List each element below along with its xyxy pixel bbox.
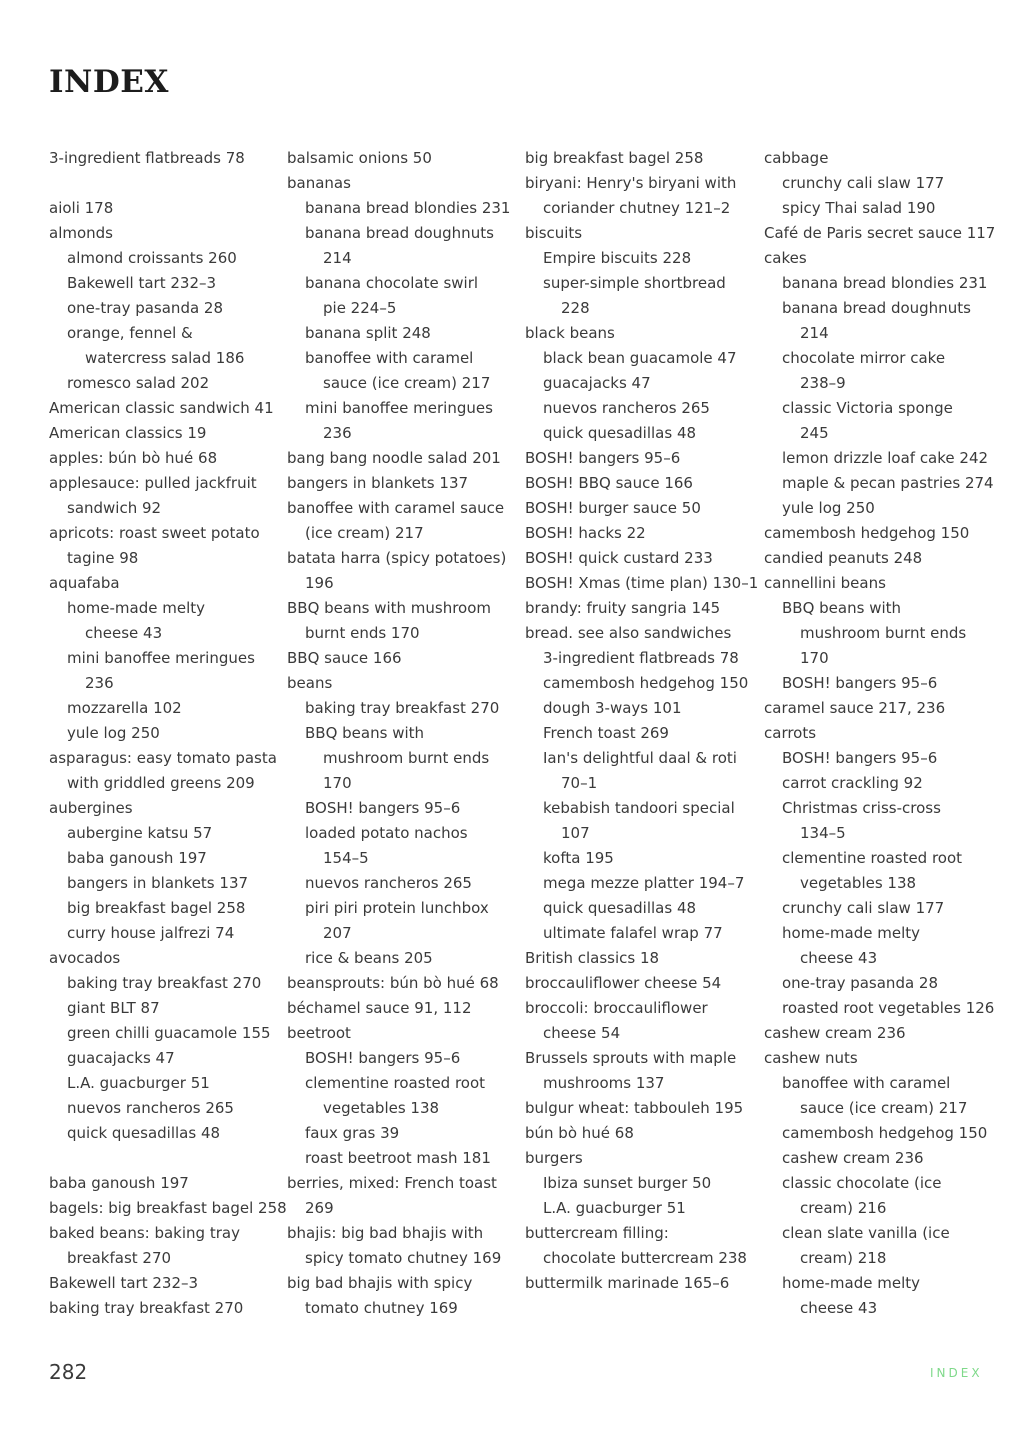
index-subentry: ultimate falafel wrap 77 <box>543 924 723 942</box>
index-subentry: crunchy cali slaw 177 <box>782 174 945 192</box>
index-entry: bananas <box>287 174 351 192</box>
index-entry: aioli 178 <box>49 199 114 217</box>
index-entry: cabbage <box>764 149 829 167</box>
index-subentry: camembosh hedgehog 150 <box>543 674 749 692</box>
index-entry: beetroot <box>287 1024 351 1042</box>
index-subentry: maple & pecan pastries 274 <box>782 474 994 492</box>
index-subentry: BOSH! bangers 95–6 <box>782 674 938 692</box>
index-subentry: chocolate buttercream 238 <box>543 1249 747 1267</box>
index-subentry: French toast 269 <box>543 724 669 742</box>
index-entry: biscuits <box>525 224 583 242</box>
index-entry: banoffee with caramel sauce <box>287 499 505 517</box>
index-subentry: quick quesadillas 48 <box>543 899 697 917</box>
index-entry: burgers <box>525 1149 583 1167</box>
index-subentry: 214 <box>800 324 829 342</box>
index-subentry: spicy Thai salad 190 <box>782 199 936 217</box>
index-subentry: piri piri protein lunchbox <box>305 899 489 917</box>
index-subentry: L.A. guacburger 51 <box>67 1074 210 1092</box>
index-subentry: clementine roasted root <box>782 849 963 867</box>
index-subentry: vegetables 138 <box>800 874 917 892</box>
index-entry: cashew nuts <box>764 1049 858 1067</box>
index-entry: Café de Paris secret sauce 117 <box>764 224 996 242</box>
index-subentry: nuevos rancheros 265 <box>67 1099 234 1117</box>
index-subentry: loaded potato nachos <box>305 824 468 842</box>
index-subentry: 214 <box>323 249 352 267</box>
index-subentry: curry house jalfrezi 74 <box>67 924 235 942</box>
index-spacer <box>49 171 285 196</box>
index-subentry: kofta 195 <box>543 849 614 867</box>
index-subentry: bangers in blankets 137 <box>67 874 249 892</box>
index-subentry: mini banoffee meringues <box>305 399 493 417</box>
index-subentry: nuevos rancheros 265 <box>543 399 710 417</box>
index-column-3 <box>525 146 761 1296</box>
index-subentry: mushrooms 137 <box>543 1074 665 1092</box>
index-subentry: 196 <box>305 574 334 592</box>
index-subentry: black bean guacamole 47 <box>543 349 737 367</box>
index-subentry: home-made melty <box>782 1274 921 1292</box>
index-subentry: lemon drizzle loaf cake 242 <box>782 449 989 467</box>
index-subentry: super-simple shortbread <box>543 274 726 292</box>
index-entry: beansprouts: bún bò hué 68 <box>287 974 499 992</box>
index-subentry: 245 <box>800 424 829 442</box>
index-subentry: sandwich 92 <box>67 499 162 517</box>
index-subentry: vegetables 138 <box>323 1099 440 1117</box>
index-subentry: Christmas criss-cross <box>782 799 941 817</box>
index-subentry: home-made melty <box>782 924 921 942</box>
index-subentry: classic Victoria sponge <box>782 399 953 417</box>
index-subentry: BOSH! bangers 95–6 <box>305 1049 461 1067</box>
index-subentry: quick quesadillas 48 <box>67 1124 221 1142</box>
index-entry: BOSH! quick custard 233 <box>525 549 713 567</box>
index-entry: cakes <box>764 249 807 267</box>
index-subentry: banana bread doughnuts <box>782 299 971 317</box>
index-subentry: with griddled greens 209 <box>67 774 255 792</box>
index-subentry: classic chocolate (ice <box>782 1174 942 1192</box>
page-number: 282 <box>49 1360 88 1384</box>
index-subentry: yule log 250 <box>67 724 160 742</box>
index-entry: buttermilk marinade 165–6 <box>525 1274 730 1292</box>
index-subentry: (ice cream) 217 <box>305 524 424 542</box>
index-subentry: burnt ends 170 <box>305 624 420 642</box>
index-subentry: 134–5 <box>800 824 846 842</box>
index-subentry: BOSH! bangers 95–6 <box>782 749 938 767</box>
index-entry: bhajis: big bad bhajis with <box>287 1224 484 1242</box>
index-spacer <box>49 1146 285 1171</box>
index-entry: Bakewell tart 232–3 <box>49 1274 199 1292</box>
index-subentry: 70–1 <box>561 774 598 792</box>
index-entry: brandy: fruity sangria 145 <box>525 599 721 617</box>
index-entry: black beans <box>525 324 615 342</box>
index-column-4 <box>764 146 1000 1321</box>
index-entry: American classics 19 <box>49 424 207 442</box>
index-entry: almonds <box>49 224 113 242</box>
footer-section-label: INDEX <box>930 1366 983 1380</box>
index-entry: camembosh hedgehog 150 <box>764 524 970 542</box>
index-entry: American classic sandwich 41 <box>49 399 274 417</box>
index-subentry: 228 <box>561 299 590 317</box>
index-subentry: spicy tomato chutney 169 <box>305 1249 502 1267</box>
index-subentry: 107 <box>561 824 590 842</box>
index-entry: cannellini beans <box>764 574 886 592</box>
index-subentry: baba ganoush 197 <box>67 849 207 867</box>
index-subentry: tomato chutney 169 <box>305 1299 458 1317</box>
index-subentry: banana split 248 <box>305 324 431 342</box>
index-subentry: cheese 43 <box>800 949 878 967</box>
index-subentry: mozzarella 102 <box>67 699 182 717</box>
index-subentry: banoffee with caramel <box>305 349 474 367</box>
index-subentry: baking tray breakfast 270 <box>67 974 262 992</box>
index-subentry: roasted root vegetables 126 <box>782 999 995 1017</box>
page-title: INDEX <box>49 64 169 100</box>
index-subentry: mega mezze platter 194–7 <box>543 874 745 892</box>
index-entry: British classics 18 <box>525 949 660 967</box>
index-subentry: 207 <box>323 924 352 942</box>
index-subentry: giant BLT 87 <box>67 999 160 1017</box>
index-entry: biryani: Henry's biryani with <box>525 174 737 192</box>
index-subentry: 236 <box>85 674 114 692</box>
index-entry: BOSH! BBQ sauce 166 <box>525 474 693 492</box>
index-entry: apples: bún bò hué 68 <box>49 449 218 467</box>
index-subentry: mini banoffee meringues <box>67 649 255 667</box>
index-entry: apricots: roast sweet potato <box>49 524 260 542</box>
index-entry: caramel sauce 217, 236 <box>764 699 946 717</box>
index-entry: bread. see also sandwiches <box>525 624 732 642</box>
index-entry: BOSH! Xmas (time plan) 130–1 <box>525 574 759 592</box>
index-subentry: Empire biscuits 228 <box>543 249 692 267</box>
index-entry: asparagus: easy tomato pasta <box>49 749 277 767</box>
index-subentry: one-tray pasanda 28 <box>67 299 224 317</box>
index-subentry: banana bread blondies 231 <box>782 274 988 292</box>
index-entry: big bad bhajis with spicy <box>287 1274 473 1292</box>
index-entry: baked beans: baking tray <box>49 1224 240 1242</box>
index-entry: bagels: big breakfast bagel 258 <box>49 1199 287 1217</box>
index-subentry: mushroom burnt ends <box>323 749 490 767</box>
index-subentry: clean slate vanilla (ice <box>782 1224 950 1242</box>
index-entry: Brussels sprouts with maple <box>525 1049 737 1067</box>
index-subentry: kebabish tandoori special <box>543 799 735 817</box>
index-subentry: 154–5 <box>323 849 369 867</box>
index-entry: BBQ sauce 166 <box>287 649 402 667</box>
index-subentry: sauce (ice cream) 217 <box>323 374 491 392</box>
index-subentry: home-made melty <box>67 599 206 617</box>
index-subentry: pie 224–5 <box>323 299 397 317</box>
index-subentry: cream) 216 <box>800 1199 887 1217</box>
index-subentry: Ibiza sunset burger 50 <box>543 1174 712 1192</box>
index-subentry: crunchy cali slaw 177 <box>782 899 945 917</box>
index-subentry: rice & beans 205 <box>305 949 433 967</box>
index-subentry: guacajacks 47 <box>543 374 651 392</box>
index-entry: beans <box>287 674 333 692</box>
index-subentry: roast beetroot mash 181 <box>305 1149 491 1167</box>
index-subentry: cream) 218 <box>800 1249 887 1267</box>
index-subentry: camembosh hedgehog 150 <box>782 1124 988 1142</box>
index-subentry: banana chocolate swirl <box>305 274 479 292</box>
index-subentry: cheese 43 <box>85 624 163 642</box>
index-entry: buttercream filling: <box>525 1224 669 1242</box>
index-entry: cashew cream 236 <box>764 1024 906 1042</box>
index-entry: avocados <box>49 949 121 967</box>
index-entry: aquafaba <box>49 574 120 592</box>
index-entry: BBQ beans with mushroom <box>287 599 492 617</box>
index-entry: baba ganoush 197 <box>49 1174 189 1192</box>
index-subentry: coriander chutney 121–2 <box>543 199 731 217</box>
index-entry: berries, mixed: French toast <box>287 1174 497 1192</box>
index-subentry: carrot crackling 92 <box>782 774 923 792</box>
index-subentry: BOSH! bangers 95–6 <box>305 799 461 817</box>
index-entry: carrots <box>764 724 817 742</box>
index-subentry: big breakfast bagel 258 <box>67 899 246 917</box>
index-subentry: banana bread blondies 231 <box>305 199 511 217</box>
index-subentry: banoffee with caramel <box>782 1074 951 1092</box>
index-subentry: mushroom burnt ends <box>800 624 967 642</box>
index-subentry: L.A. guacburger 51 <box>543 1199 686 1217</box>
index-entry: candied peanuts 248 <box>764 549 923 567</box>
index-subentry: banana bread doughnuts <box>305 224 494 242</box>
index-entry: bangers in blankets 137 <box>287 474 469 492</box>
index-subentry: 3-ingredient flatbreads 78 <box>543 649 739 667</box>
index-subentry: 236 <box>323 424 352 442</box>
index-subentry: yule log 250 <box>782 499 875 517</box>
index-column-1 <box>49 146 285 1321</box>
index-subentry: green chilli guacamole 155 <box>67 1024 271 1042</box>
index-subentry: one-tray pasanda 28 <box>782 974 939 992</box>
index-subentry: cashew cream 236 <box>782 1149 924 1167</box>
index-subentry: 170 <box>800 649 829 667</box>
index-entry: bang bang noodle salad 201 <box>287 449 501 467</box>
index-entry: BOSH! bangers 95–6 <box>525 449 681 467</box>
index-entry: batata harra (spicy potatoes) <box>287 549 507 567</box>
index-subentry: sauce (ice cream) 217 <box>800 1099 968 1117</box>
index-subentry: clementine roasted root <box>305 1074 486 1092</box>
index-subentry: chocolate mirror cake <box>782 349 946 367</box>
index-subentry: Bakewell tart 232–3 <box>67 274 217 292</box>
index-column-2 <box>287 146 523 1321</box>
index-entry: balsamic onions 50 <box>287 149 432 167</box>
index-subentry: BBQ beans with <box>305 724 425 742</box>
index-subentry: faux gras 39 <box>305 1124 400 1142</box>
index-entry: broccauliflower cheese 54 <box>525 974 722 992</box>
index-entry: aubergines <box>49 799 133 817</box>
index-entry: béchamel sauce 91, 112 <box>287 999 472 1017</box>
index-entry: BOSH! hacks 22 <box>525 524 646 542</box>
index-subentry: breakfast 270 <box>67 1249 172 1267</box>
index-subentry: nuevos rancheros 265 <box>305 874 472 892</box>
index-subentry: aubergine katsu 57 <box>67 824 213 842</box>
index-entry: bún bò hué 68 <box>525 1124 634 1142</box>
index-subentry: BBQ beans with <box>782 599 902 617</box>
index-entry: baking tray breakfast 270 <box>49 1299 244 1317</box>
index-subentry: Ian's delightful daal & roti <box>543 749 737 767</box>
index-entry: BOSH! burger sauce 50 <box>525 499 701 517</box>
index-subentry: tagine 98 <box>67 549 139 567</box>
index-subentry: cheese 43 <box>800 1299 878 1317</box>
index-subentry: quick quesadillas 48 <box>543 424 697 442</box>
index-entry: broccoli: broccauliflower <box>525 999 708 1017</box>
index-entry: big breakfast bagel 258 <box>525 149 704 167</box>
index-subentry: guacajacks 47 <box>67 1049 175 1067</box>
index-entry: applesauce: pulled jackfruit <box>49 474 257 492</box>
index-subentry: dough 3-ways 101 <box>543 699 682 717</box>
index-subentry: 238–9 <box>800 374 846 392</box>
index-subentry: watercress salad 186 <box>85 349 245 367</box>
index-subentry: almond croissants 260 <box>67 249 237 267</box>
index-subentry: baking tray breakfast 270 <box>305 699 500 717</box>
index-subentry: 269 <box>305 1199 334 1217</box>
index-subentry: 170 <box>323 774 352 792</box>
index-subentry: orange, fennel & <box>67 324 193 342</box>
index-subentry: cheese 54 <box>543 1024 621 1042</box>
index-entry: 3-ingredient flatbreads 78 <box>49 149 245 167</box>
index-entry: bulgur wheat: tabbouleh 195 <box>525 1099 744 1117</box>
index-subentry: romesco salad 202 <box>67 374 210 392</box>
